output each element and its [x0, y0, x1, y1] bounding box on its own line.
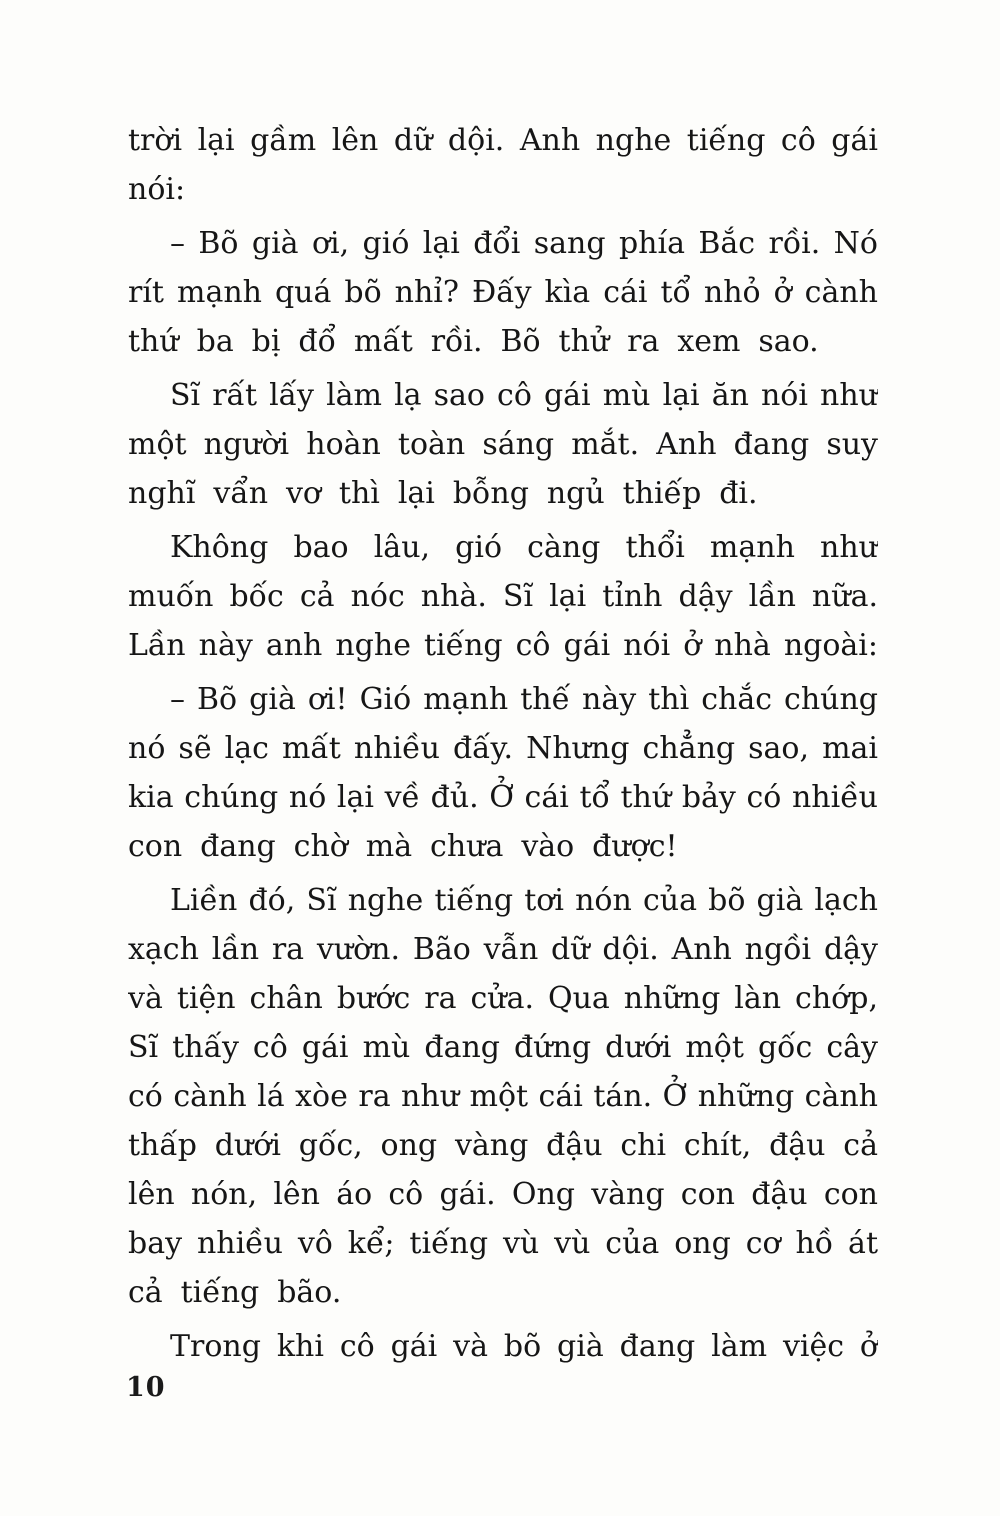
paragraph: [128, 371, 878, 518]
text-line: nói:: [128, 172, 186, 207]
text-line: nghĩ vẩn vơ thì lại bỗng ngủ thiếp đi.: [128, 476, 758, 511]
page-number: 10: [126, 1372, 166, 1403]
text-line: có cành lá xòe ra như một cái tán. Ở những cành: [128, 1079, 878, 1114]
text-line: trời lại gầm lên dữ dội. Anh nghe tiếng cô gái: [128, 123, 878, 158]
text-line: Sĩ thấy cô gái mù đang đứng dưới một gốc cây: [128, 1030, 878, 1065]
text-line: thấp dưới gốc, ong vàng đậu chi chít, đậu cả: [128, 1128, 878, 1163]
text-line: thứ ba bị đổ mất rồi. Bõ thử ra xem sao.: [128, 324, 819, 359]
text-line: xạch lần ra vườn. Bão vẫn dữ dội. Anh ngồi dậy: [128, 932, 878, 967]
text-line: cả tiếng bão.: [128, 1275, 342, 1310]
text-block: [128, 116, 878, 1376]
text-line: – Bõ già ơi! Gió mạnh thế này thì chắc chúng: [170, 682, 878, 717]
text-line: Sĩ rất lấy làm lạ sao cô gái mù lại ăn nói như: [170, 378, 878, 413]
text-line: kia chúng nó lại về đủ. Ở cái tổ thứ bảy có nhiều: [128, 780, 878, 815]
paragraph: [128, 116, 878, 214]
text-line: rít mạnh quá bõ nhỉ? Đấy kìa cái tổ nhỏ ở cành: [128, 275, 878, 310]
text-line: một người hoàn toàn sáng mắt. Anh đang suy: [128, 427, 878, 462]
text-line: bay nhiều vô kể; tiếng vù vù của ong cơ hồ át: [128, 1226, 878, 1261]
paragraph: [128, 675, 878, 871]
text-line: và tiện chân bước ra cửa. Qua những làn chớp,: [128, 981, 878, 1016]
paragraph: [128, 523, 878, 670]
text-line: Không bao lâu, gió càng thổi mạnh như: [170, 530, 878, 565]
paragraph: [128, 219, 878, 366]
text-line: Liền đó, Sĩ nghe tiếng tơi nón của bõ già lạch: [170, 883, 878, 918]
text-line: muốn bốc cả nóc nhà. Sĩ lại tỉnh dậy lần nữa.: [128, 579, 878, 614]
text-line: lên nón, lên áo cô gái. Ong vàng con đậu con: [128, 1177, 878, 1212]
text-line: nó sẽ lạc mất nhiều đấy. Nhưng chẳng sao, mai: [128, 731, 878, 766]
paragraph: [128, 1322, 878, 1371]
text-line: – Bõ già ơi, gió lại đổi sang phía Bắc rồi. Nó: [170, 226, 878, 261]
text-line: con đang chờ mà chưa vào được!: [128, 829, 678, 864]
paragraph: [128, 876, 878, 1317]
text-line: Trong khi cô gái và bõ già đang làm việc ở: [170, 1329, 878, 1364]
text-line: Lần này anh nghe tiếng cô gái nói ở nhà ngoài:: [128, 628, 878, 663]
